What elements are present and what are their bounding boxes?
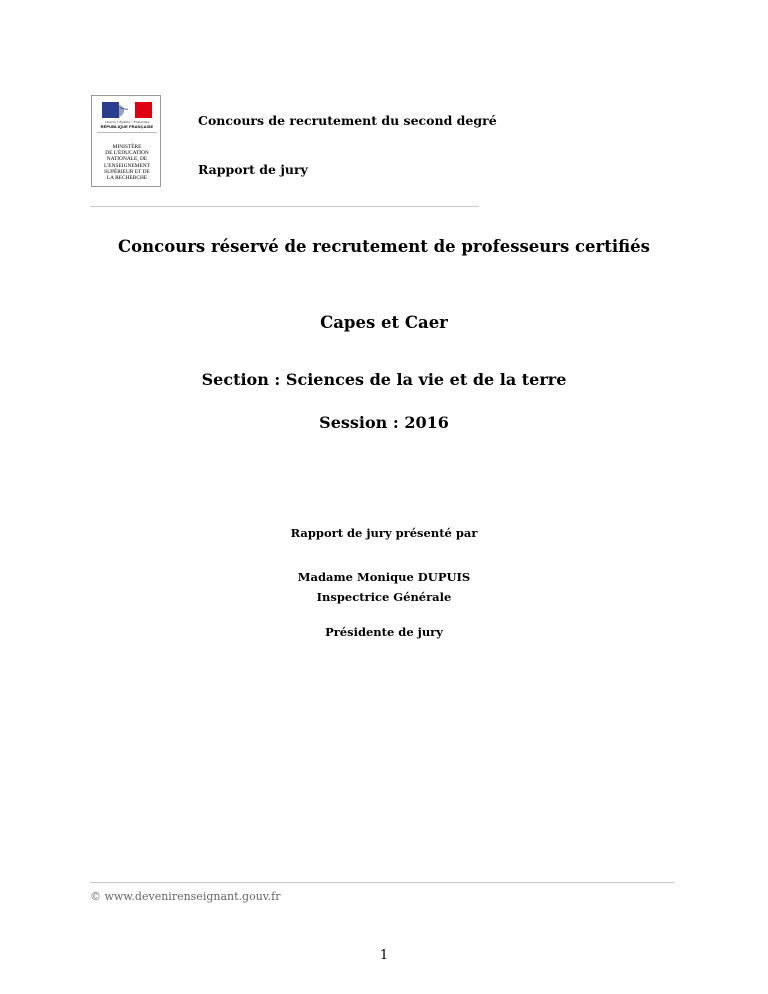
exam-name: Capes et Caer	[320, 313, 448, 332]
page-number: 1	[379, 948, 389, 963]
logo-ministry-line: LA RECHERCHE	[106, 175, 148, 182]
logo-ministry-line: L'ENSEIGNEMENT	[104, 162, 150, 169]
header-competition-title: Concours de recrutement du second degré	[198, 113, 497, 128]
footer-website: © www.devenirenseignant.gouv.fr	[90, 890, 281, 903]
logo-ministry-line: DE L'ÉDUCATION	[105, 150, 149, 157]
header-report-label: Rapport de jury	[198, 162, 308, 177]
logo-motto: Liberté • Égalité • Fraternité	[104, 120, 150, 124]
logo-ministry-line: NATIONALE, DE	[106, 156, 148, 163]
logo-republic: RÉPUBLIQUE FRANÇAISE	[100, 124, 154, 129]
president-title: Présidente de jury	[325, 625, 443, 639]
footer-divider	[90, 882, 674, 883]
document-title: Concours réservé de recrutement de professeurs certifiés	[118, 237, 650, 256]
exam-section: Section : Sciences de la vie et de la terre	[201, 370, 567, 389]
ministry-logo	[91, 95, 161, 187]
header-divider	[90, 206, 479, 207]
marianne-flag-icon	[102, 102, 152, 118]
logo-ministry-line: SUPÉRIEUR ET DE	[104, 168, 150, 175]
logo-divider	[97, 132, 157, 133]
president-name: Madame Monique DUPUIS	[297, 570, 471, 584]
logo-ministry-name	[94, 144, 160, 181]
presented-by: Rapport de jury présenté par	[290, 526, 478, 540]
president-role: Inspectrice Générale	[316, 590, 452, 604]
logo-ministry-line: MINISTÈRE	[112, 144, 142, 150]
exam-session: Session : 2016	[319, 413, 449, 432]
